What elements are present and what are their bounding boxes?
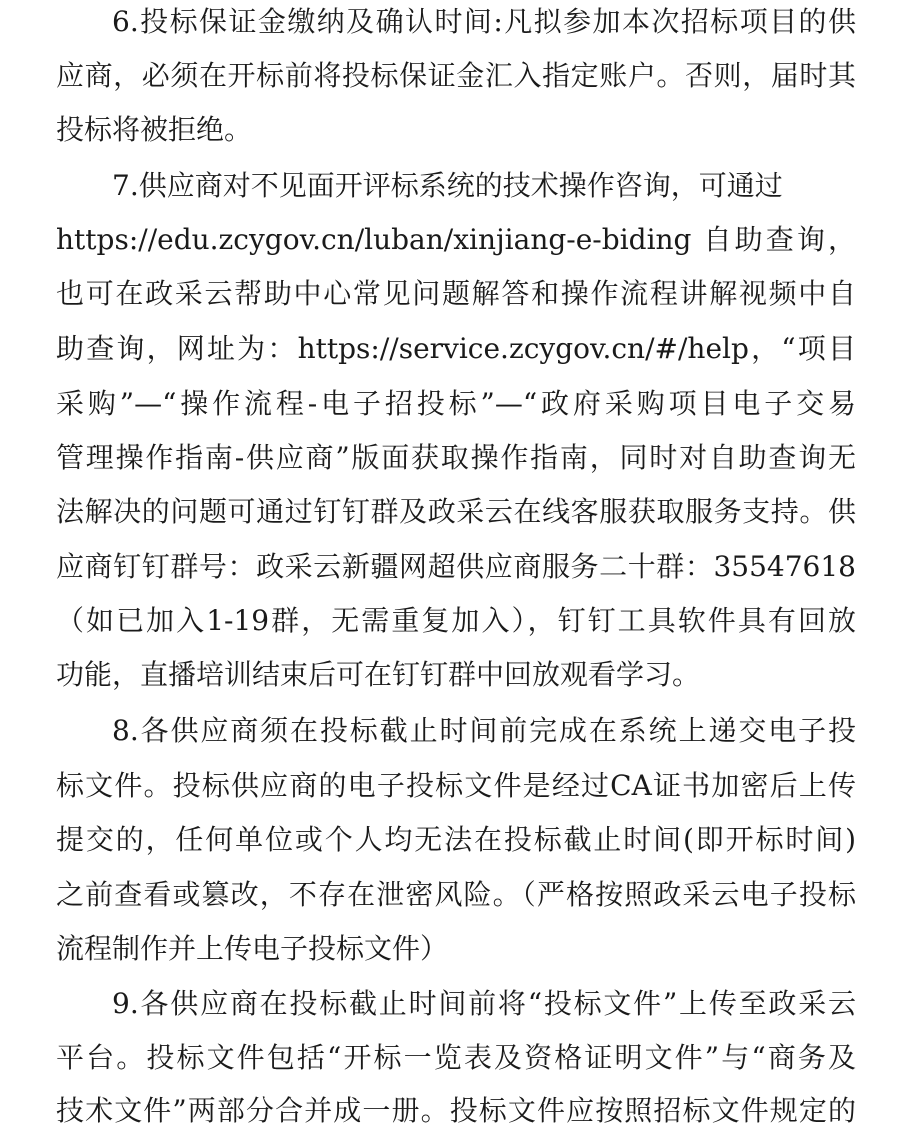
item-8-line-4: 之前查看或篡改，不存在泄密风险。（严格按照政采云电子投标	[56, 878, 856, 911]
item-6-line-3: 投标将被拒绝。	[56, 113, 253, 146]
item-7-line-9: （如已加入1-19群，无需重复加入），钉钉工具软件具有回放	[56, 604, 856, 637]
item-7-line-6: 管理操作指南-供应商”版面获取操作指南，同时对自助查询无	[56, 441, 856, 474]
item-9-line-1: 9.各供应商在投标截止时间前将“投标文件”上传至政采云	[112, 987, 856, 1020]
item-7-line-8: 应商钉钉群号：政采云新疆网超供应商服务二十群：35547618	[56, 550, 856, 583]
item-7-line-3: 也可在政采云帮助中心常见问题解答和操作流程讲解视频中自	[56, 277, 856, 310]
item-8-line-1: 8.各供应商须在投标截止时间前完成在系统上递交电子投	[112, 714, 856, 747]
item-7-line-1: 7.供应商对不见面开评标系统的技术操作咨询，可通过	[112, 169, 783, 202]
item-8-line-5: 流程制作并上传电子投标文件）	[56, 932, 449, 965]
item-9-line-2: 平台。投标文件包括“开标一览表及资格证明文件”与“商务及	[56, 1041, 856, 1074]
item-7-line-2: https://edu.zcygov.cn/luban/xinjiang-e-biding 自助查询，	[56, 223, 856, 256]
item-8-line-2: 标文件。投标供应商的电子投标文件是经过CA证书加密后上传	[56, 769, 856, 802]
item-9-line-3: 技术文件”两部分合并成一册。投标文件应按照招标文件规定的	[56, 1094, 856, 1127]
item-6-line-1: 6.投标保证金缴纳及确认时间:凡拟参加本次招标项目的供	[112, 5, 856, 38]
item-8-line-3: 提交的，任何单位或个人均无法在投标截止时间(即开标时间)	[56, 823, 856, 856]
item-7-line-7: 法解决的问题可通过钉钉群及政采云在线客服获取服务支持。供	[56, 495, 856, 528]
item-6-line-2: 应商，必须在开标前将投标保证金汇入指定账户。否则，届时其	[56, 59, 856, 92]
item-7-line-10: 功能，直播培训结束后可在钉钉群中回放观看学习。	[56, 658, 701, 691]
item-7-line-4: 助查询，网址为：https://service.zcygov.cn/#/help，“项目	[56, 332, 856, 365]
item-7-line-5: 采购”—“操作流程-电子招投标”—“政府采购项目电子交易	[56, 387, 856, 420]
